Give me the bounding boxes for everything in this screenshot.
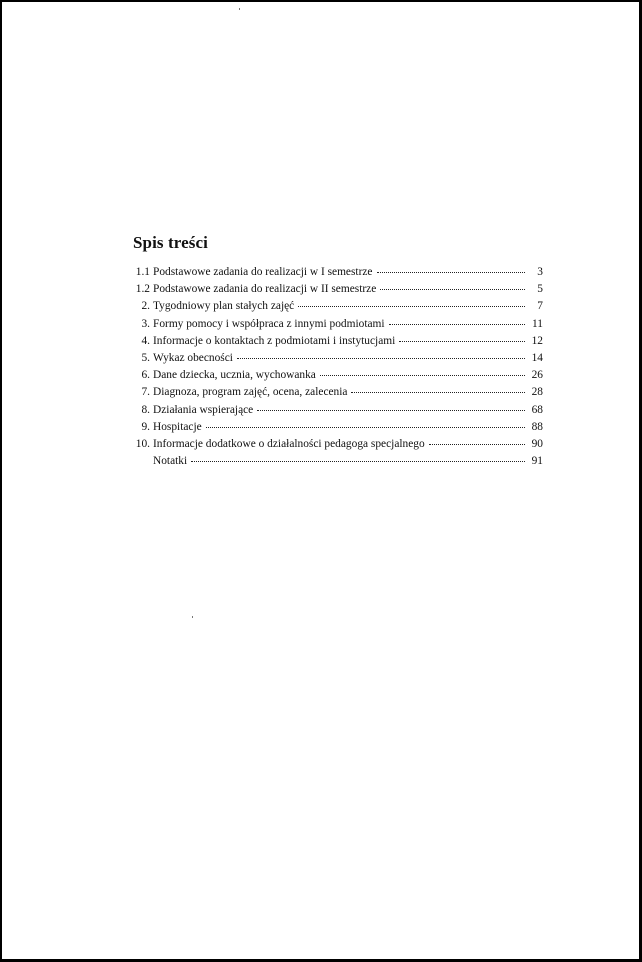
toc-entry-page: 26 — [531, 369, 543, 382]
toc-title: Spis treści — [133, 233, 208, 252]
toc-entry-page: 11 — [532, 317, 543, 330]
toc-entry[interactable] — [133, 298, 543, 315]
toc-entry-label: Informacje dodatkowe o działalności pedagoga specjalnego — [153, 437, 425, 450]
toc-list — [133, 264, 543, 470]
toc-entry-label: Podstawowe zadania do realizacji w II semestrze — [153, 283, 377, 296]
toc-entry[interactable] — [133, 367, 543, 384]
toc-dot-leader — [257, 410, 525, 411]
toc-entry-label: Formy pomocy i współpraca z innymi podmiotami — [153, 317, 385, 330]
toc-entry[interactable] — [133, 316, 543, 333]
toc-entry-label: Hospitacje — [153, 420, 202, 433]
toc-entry[interactable] — [133, 436, 543, 453]
toc-entry[interactable] — [133, 264, 543, 281]
toc-dot-leader — [206, 427, 525, 428]
toc-entry-page: 3 — [537, 266, 543, 278]
toc-entry-number: 6. — [141, 369, 150, 382]
toc-entry-page: 14 — [531, 351, 543, 364]
toc-entry-label: Działania wspierające — [153, 403, 254, 416]
toc-entry-number: 1.1 — [135, 266, 150, 278]
toc-entry[interactable] — [133, 350, 543, 367]
toc-entry-number: 3. — [141, 317, 150, 330]
toc-dot-leader — [380, 289, 525, 290]
toc-entry-number: 8. — [141, 403, 150, 416]
toc-entry-page: 88 — [531, 420, 543, 433]
toc-entry-number: 10. — [135, 437, 150, 450]
table-of-contents — [133, 232, 543, 470]
toc-entry-number: 5. — [141, 351, 150, 364]
toc-dot-leader — [429, 444, 525, 445]
toc-dot-leader — [351, 392, 525, 393]
toc-entry-number: 1.2 — [135, 283, 150, 296]
toc-entry-page: 12 — [531, 334, 543, 347]
toc-entry-label: Podstawowe zadania do realizacji w I semestrze — [153, 266, 373, 278]
toc-entry[interactable] — [133, 419, 543, 436]
toc-dot-leader — [320, 375, 525, 376]
toc-dot-leader — [237, 358, 525, 359]
toc-entry[interactable] — [133, 453, 543, 470]
toc-dot-leader — [377, 272, 526, 273]
toc-entry[interactable] — [133, 333, 543, 350]
toc-entry-label: Wykaz obecności — [153, 351, 233, 364]
toc-entry-number: 9. — [141, 420, 150, 433]
toc-entry-label: Informacje o kontaktach z podmiotami i instytucjami — [153, 334, 396, 347]
toc-entry-page: 28 — [531, 386, 543, 399]
toc-entry-page: 7 — [537, 300, 543, 313]
toc-entry-number: 7. — [141, 386, 150, 399]
toc-entry-label: Diagnoza, program zajęć, ocena, zalecenia — [153, 386, 348, 399]
toc-entry[interactable] — [133, 384, 543, 401]
scan-speck — [239, 8, 240, 10]
toc-entry-page: 68 — [531, 403, 543, 416]
toc-entry-page: 5 — [537, 283, 543, 296]
toc-entry[interactable] — [133, 281, 543, 298]
toc-entry-label: Tygodniowy plan stałych zajęć — [153, 300, 295, 313]
toc-dot-leader — [191, 461, 525, 462]
toc-dot-leader — [399, 341, 525, 342]
toc-entry-label: Notatki — [153, 455, 188, 468]
toc-entry[interactable] — [133, 402, 543, 419]
toc-entry-label: Dane dziecka, ucznia, wychowanka — [153, 369, 316, 382]
toc-entry-number: 4. — [141, 334, 150, 347]
toc-entry-number: 2. — [141, 300, 150, 313]
toc-dot-leader — [389, 324, 525, 325]
scan-speck — [192, 616, 193, 618]
toc-entry-page: 90 — [531, 437, 543, 450]
toc-entry-page: 91 — [531, 455, 543, 468]
toc-dot-leader — [298, 306, 525, 307]
